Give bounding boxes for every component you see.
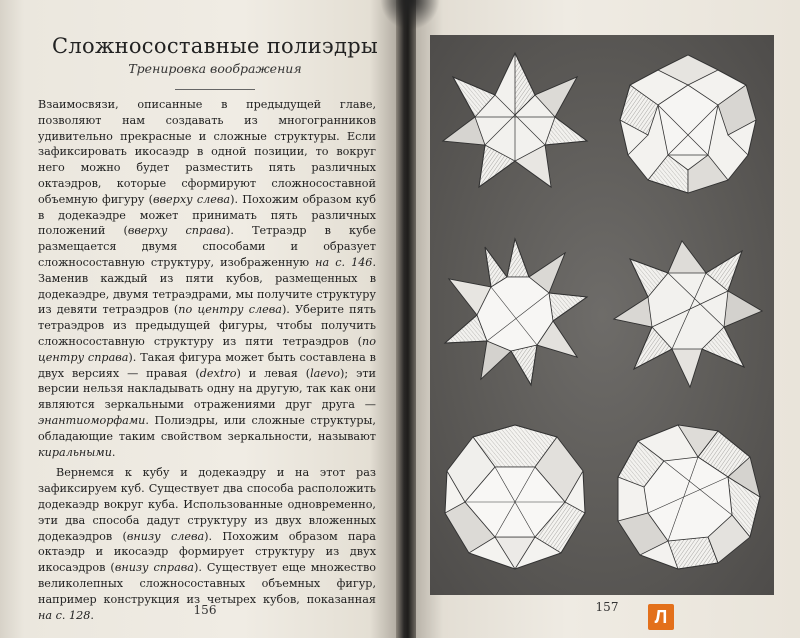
- page-title: Сложносоставные полиэдры: [52, 34, 378, 58]
- text-run: . Заменив каждый из пяти кубов, размещенных в додекаэдре, двумя тетраэдрами, мы получите структуру из девяти тетраэдров (: [38, 255, 376, 317]
- italic-text: по центру слева: [178, 303, 282, 317]
- text-run: Взаимосвязи, описанные в предыдущей главе, позволяют нам создавать из многогранников удивительно прекрасные и сложные структуры. Если зафиксировать икосаэдр в одной позиции, то вокруг него можно будет разместить пять различных октаэдров, которые сформируют сложносоставной объемную фигуру (: [38, 98, 376, 206]
- text-run: ). Уберите пять тетраэдров из предыдущей фигуры, чтобы получить сложносоставную структуру из пяти тетраэдров (: [38, 303, 376, 348]
- italic-text: laevo: [310, 366, 341, 380]
- text-run: ). Существует еще множество великолепных сложносоставных объемных фигур, например конструкция из четырех кубов, показанная: [38, 561, 377, 606]
- text-run: .: [111, 445, 116, 459]
- italic-text: на с. 146: [315, 255, 373, 269]
- italic-text: киральными: [38, 445, 112, 459]
- publisher-logo-letter: Л: [654, 606, 668, 627]
- publisher-logo: [648, 604, 674, 630]
- figure-two-icosahedra: [618, 425, 760, 569]
- italic-text: внизу слева: [126, 529, 205, 543]
- polyhedra-plate: [430, 35, 774, 595]
- page-number-left: 156: [193, 603, 217, 617]
- text-run: . Полиэдры, или сложные структуры, обладающие таким свойством зеркальности, называют: [38, 413, 376, 443]
- text-run: ); эти версии нельзя накладывать одну на другую, так как они являются зеркальными отражениями друг друга —: [38, 366, 377, 412]
- text-run: ). Такая фигура может быть составлена в двух версиях — правая (: [38, 350, 376, 380]
- italic-text: внизу справа: [114, 561, 194, 575]
- italic-text: энантиоморфами: [38, 413, 146, 427]
- text-run: ) и левая (: [236, 366, 311, 380]
- book-gutter: [396, 0, 416, 638]
- text-run: ). Похожим образом пара октаэдр и икосаэдр формирует структуру из двух икосаэдров (: [38, 529, 376, 575]
- text-run: ). Тетраэдр в кубе размещается двумя способами и образует сложносоставную структуру, изображенную: [38, 224, 376, 269]
- figure-two-dodecahedra: [445, 425, 585, 569]
- figure-five-octahedra: [443, 53, 587, 187]
- page-number-right: 157: [595, 600, 619, 614]
- italic-text: на с. 128: [38, 608, 91, 622]
- figure-five-cubes: [620, 55, 756, 193]
- text-run: Вернемся к кубу и додекаэдру и на этот раз зафиксируем куб. Существует два способа расположить додекаэдр вокруг куба. Использованные одновременно, эти два способа дадут структуру из двух вложенных додекаэдров (: [38, 466, 376, 543]
- figure-ten-tetrahedra: [445, 239, 587, 385]
- text-run: .: [90, 608, 94, 622]
- polyhedra-illustration: [430, 35, 774, 595]
- body-text: [38, 97, 376, 628]
- text-run: ). Похожим образом куб в додекаэдре может принимать пять различных положений (: [38, 192, 376, 238]
- italic-text: вверху справа: [127, 224, 227, 238]
- subtitle-divider: [175, 89, 255, 90]
- paragraph-1: [38, 97, 376, 460]
- italic-text: dextro: [199, 366, 237, 380]
- paragraph-2: [38, 465, 376, 623]
- italic-text: по центру справа: [38, 334, 376, 364]
- page-subtitle: Тренировка воображения: [128, 61, 302, 76]
- binding-shadow: [380, 0, 440, 30]
- italic-text: вверху слева: [153, 192, 231, 206]
- figure-five-tetrahedra: [614, 241, 762, 387]
